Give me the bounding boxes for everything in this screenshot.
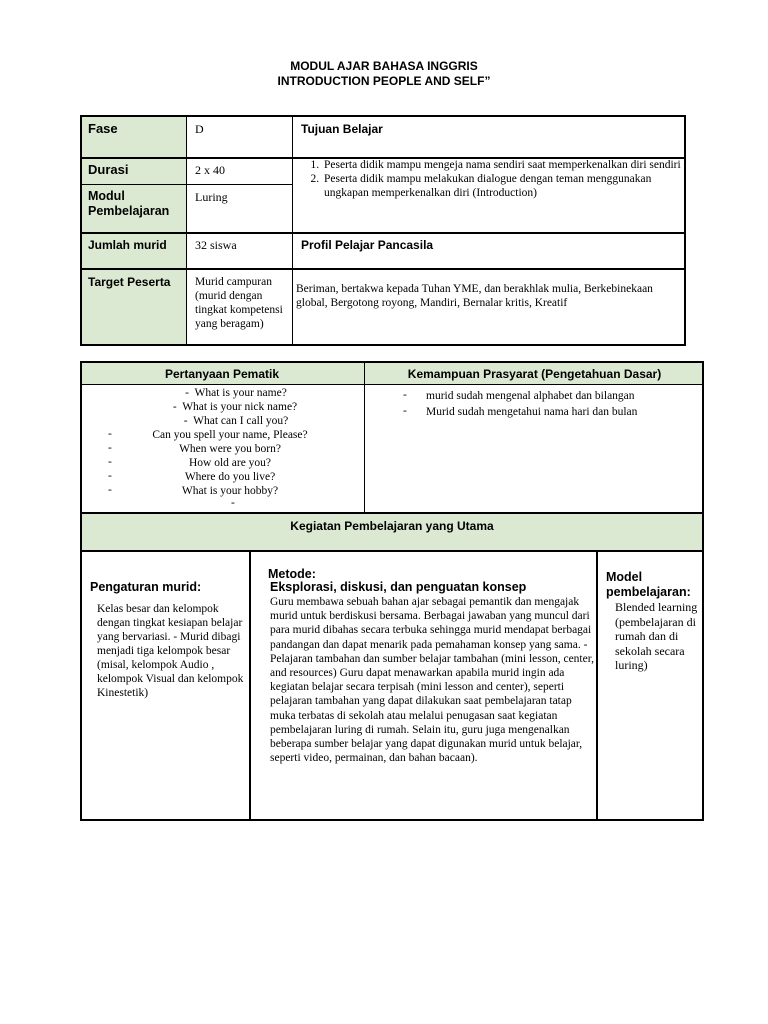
metode-subtitle: Eksplorasi, diskusi, dan penguatan konsep: [270, 580, 527, 594]
modul-label: Modul Pembelajaran: [88, 189, 170, 218]
info-table-border: [80, 115, 686, 346]
question-item: Can you spell your name, Please?: [152, 429, 308, 441]
tujuan-list: [294, 158, 682, 200]
jumlah-value: 32 siswa: [195, 238, 237, 252]
question-item: How old are you?: [188, 457, 272, 469]
metode-text: Guru membawa sebuah bahan ajar sebagai pemantik dan mengajak murid untuk berdiskusi bersama. Berbagai jawaban yang muncul dari para murid dibahas secara terbuka sehingga murid mendapat berbagai pandangan dan dapat menarik pada pemahaman konsep yang sama. - Pelajaran tambahan dan sumber belajar tambahan (mini lesson, center, and resources) Guru dapat menawarkan apabila murid ingin ada kegiatan belajar secara terpisah (mini lesson and center), seperti pelajaran tambahan yang dapat dilakukan saat pembelajaran tatap muka terbatas di sekolah atau melalui penugasan saat kegiatan pembelajaran luring di rumah. Selain itu, guru juga mengenalkan beberapa sumber belajar yang dapat digunakan murid untuk belajar, seperti video, permainan, dan bahan bacaan).: [270, 596, 594, 765]
model-label: Model pembelajaran:: [606, 570, 691, 599]
profil-value: Beriman, bertakwa kepada Tuhan YME, dan berakhlak mulia, Berkebinekaan global, Bergotong royong, Mandiri, Bernalar kritis, Kreatif: [296, 283, 653, 309]
kegiatan-header: Kegiatan Pembelajaran yang Utama: [290, 519, 494, 533]
jumlah-label: Jumlah murid: [88, 238, 167, 252]
fase-label: Fase: [88, 121, 118, 136]
question-item: - What can I call you?: [183, 415, 289, 427]
prasyarat-header: Kemampuan Prasyarat (Pengetahuan Dasar): [407, 367, 662, 381]
question-item: - What is your name?: [185, 387, 287, 399]
metode-label: Metode:: [268, 567, 316, 581]
pengaturan-text: Kelas besar dan kelompok dengan tingkat kesiapan belajar yang bervariasi. - Murid dibagi menjadi tiga kelompok besar (misal, kelompok Audio , kelompok Visual dan kelompok Kinestetik): [97, 603, 244, 699]
tujuan-item: 1. Peserta didik mampu mengeja nama sendiri saat memperkenalkan diri sendiri: [322, 158, 682, 172]
document-subtitle: INTRODUCTION PEOPLE AND SELF”: [277, 74, 491, 88]
tujuan-item: 2. Peserta didik mampu melakukan dialogue dengan teman menggunakan ungkapan memperkenalkan diri (Introduction): [322, 172, 682, 200]
question-item: Where do you live?: [184, 471, 276, 483]
prasyarat-item: murid sudah mengenal alphabet dan bilangan: [426, 390, 635, 402]
question-item: - What is your nick name?: [172, 401, 298, 413]
question-item: What is your hobby?: [181, 485, 279, 497]
target-label: Target Peserta: [88, 275, 171, 289]
model-text: Blended learning (pembelajaran di rumah dan di sekolah secara luring): [615, 600, 698, 672]
question-item: When were you born?: [179, 443, 281, 455]
durasi-value: 2 x 40: [195, 163, 225, 177]
fase-value: D: [195, 122, 204, 136]
prasyarat-item: Murid sudah mengetahui nama hari dan bulan: [426, 406, 638, 418]
tujuan-label: Tujuan Belajar: [301, 122, 383, 136]
pemantik-header: Pertanyaan Pematik: [164, 367, 280, 381]
pengaturan-label: Pengaturan murid:: [90, 580, 202, 594]
profil-label: Profil Pelajar Pancasila: [301, 238, 434, 252]
durasi-label: Durasi: [88, 162, 129, 177]
modul-value: Luring: [195, 190, 228, 204]
document-title: MODUL AJAR BAHASA INGGRIS: [290, 59, 478, 73]
target-value: Murid campuran (murid dengan tingkat kompetensi yang beragam): [195, 276, 283, 330]
